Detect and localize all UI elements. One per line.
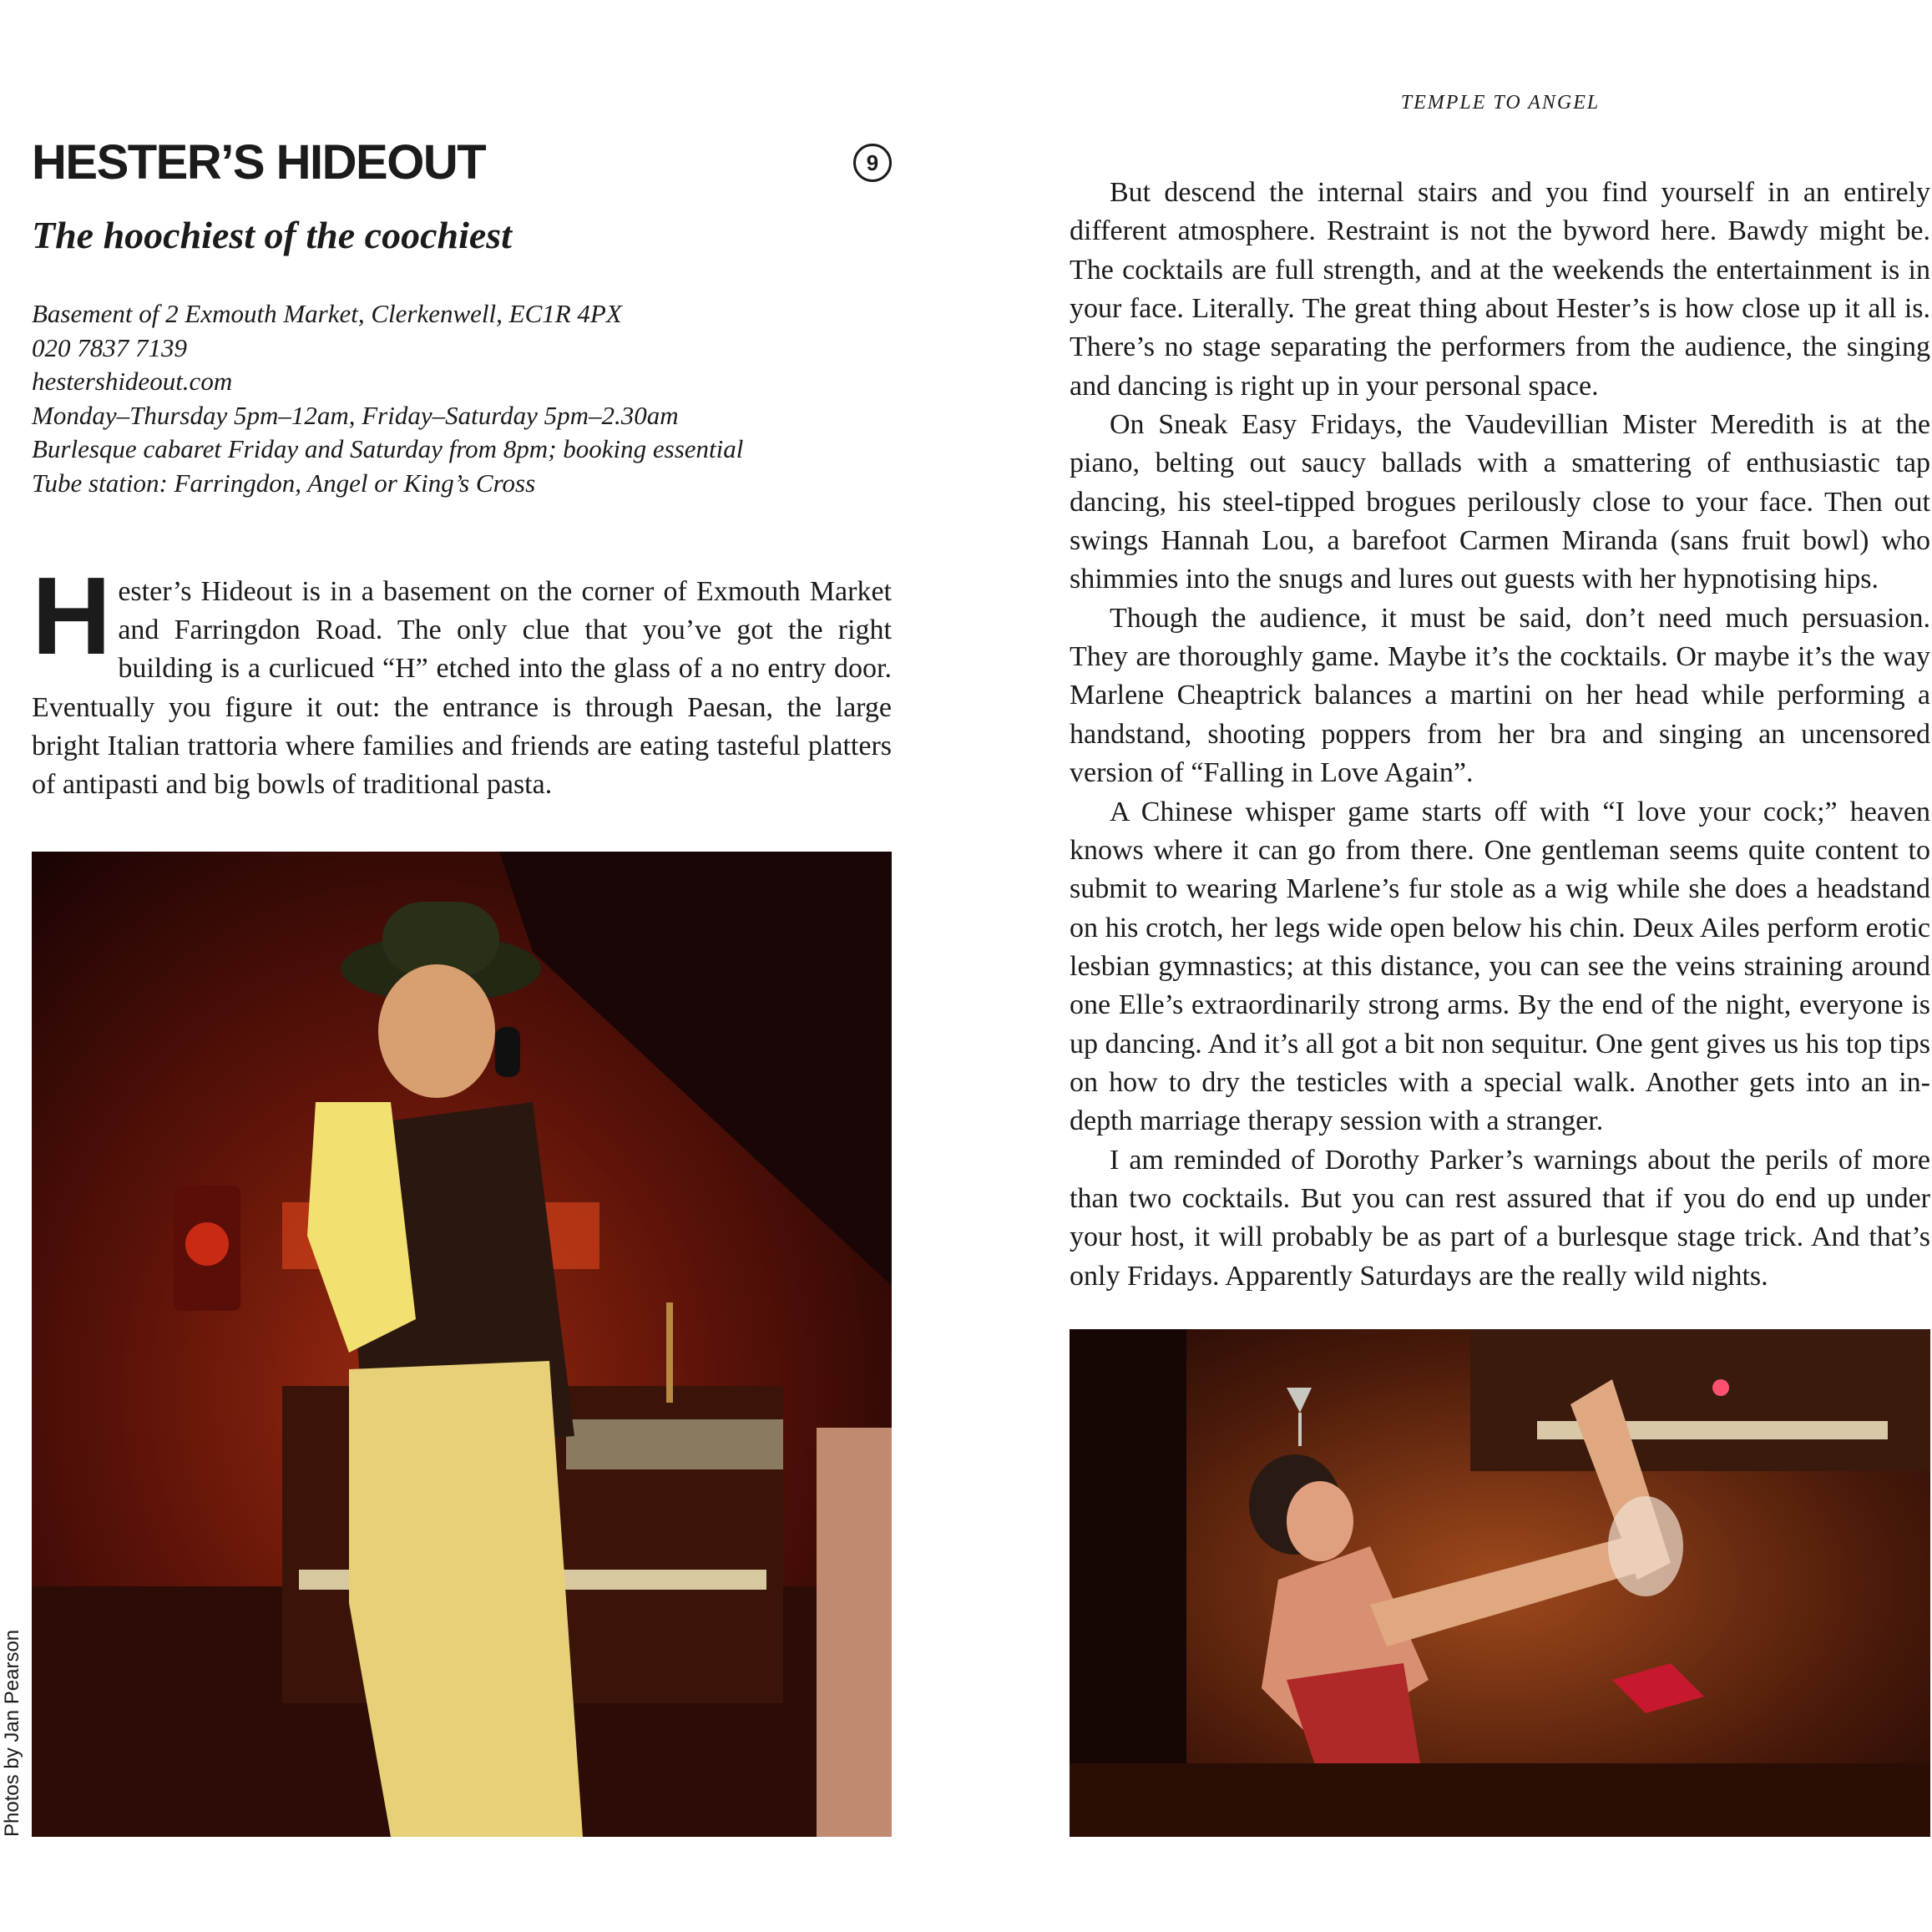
body-paragraph: Though the audience, it must be said, don’t need much persuasion. They are thoroughly game. Maybe it’s the cocktails. Or maybe it’s the way Marlene Cheaptrick balances a martini on her head while performing a handstand, shooting poppers from her bra and singing an uncensored version of “Falling in Love Again”.: [1070, 602, 1930, 789]
entry-number-badge: 9: [853, 144, 892, 182]
venue-hours: Monday–Thursday 5pm–12am, Friday–Saturday 5pm–2.30am: [32, 400, 679, 430]
entry-header: [32, 134, 892, 500]
photo-singer: [32, 852, 892, 1837]
venue-address: Basement of 2 Exmouth Market, Clerkenwell, EC1R 4PX: [32, 299, 622, 328]
photo-credit: Photos by Jan Pearson: [1, 1629, 23, 1837]
intro-text: ester’s Hideout is in a basement on the corner of Exmouth Market and Farringdon Road. The only clue that you’ve got the right building is a curlicued “H” etched into the glass of a no entry door. Eventually you figure it out: the entrance is through Paesan, the large bright Italian trattoria where families and friends are eating tasteful platters of antipasti and big bowls of traditional pasta.: [32, 576, 892, 801]
venue-info: [32, 297, 892, 500]
venue-website: hestershideout.com: [32, 367, 233, 396]
venue-cabaret-note: Burlesque cabaret Friday and Saturday from 8pm; booking essential: [32, 434, 744, 463]
body-paragraph: I am reminded of Dorothy Parker’s warnings about the perils of more than two cocktails. But you can rest assured that if you do end up under your host, it will probably be as part of a burlesque stage trick. And that’s only Fridays. Apparently Saturdays are the really wild nights.: [1070, 1144, 1930, 1292]
drop-cap: H: [32, 554, 112, 677]
body-paragraph: But descend the internal stairs and you find yourself in an entirely different atmosphere. Restraint is not the byword here. Bawdy might be. The cocktails are full strength, and at the weekends the entertainment is in your face. Literally. The great thing about Hester’s is how close up it all is. There’s no stage separating the performers from the audience, the singing and dancing is right up in your personal space.: [1070, 177, 1930, 402]
venue-phone: 020 7837 7139: [32, 332, 187, 362]
body-paragraph: On Sneak Easy Fridays, the Vaudevillian Mister Meredith is at the piano, belting out saucy ballads with a smattering of enthusiastic tap dancing, his steel-tipped brogues perilously close to your face. Then out swings Hannah Lou, a barefoot Carmen Miranda (sans fruit bowl) who shimmies into the snugs and lures out guests with her hypnotising hips.: [1070, 409, 1930, 595]
photo-performer: [1070, 1329, 1930, 1837]
photo-performer-illustration: [1070, 1329, 1930, 1837]
intro-paragraph: [32, 554, 892, 804]
entry-subtitle: The hoochiest of the coochiest: [32, 214, 512, 256]
entry-title: HESTER’S HIDEOUT: [32, 135, 486, 190]
photo-singer-illustration: [32, 852, 892, 1837]
article-body: [1070, 174, 1930, 1296]
body-paragraph: A Chinese whisper game starts off with “I love your cock;” heaven knows where it can go from there. One gentleman seems quite content to submit to wearing Marlene’s fur stole as a wig while she does a headstand on his crotch, her legs wide open below his chin. Deux Ailes perform erotic lesbian gymnastics; at this distance, you can see the veins straining around one Elle’s extraordinarily strong arms. By the end of the night, everyone is up dancing. And it’s all got a bit non sequitur. One gent gives us his top tips on how to dry the testicles with a special walk. Another gets into an in-depth marriage therapy session with a stranger.: [1070, 796, 1930, 1137]
venue-tube: Tube station: Farringdon, Angel or King’s Cross: [32, 468, 536, 498]
running-head: TEMPLE TO ANGEL: [1400, 92, 1601, 114]
